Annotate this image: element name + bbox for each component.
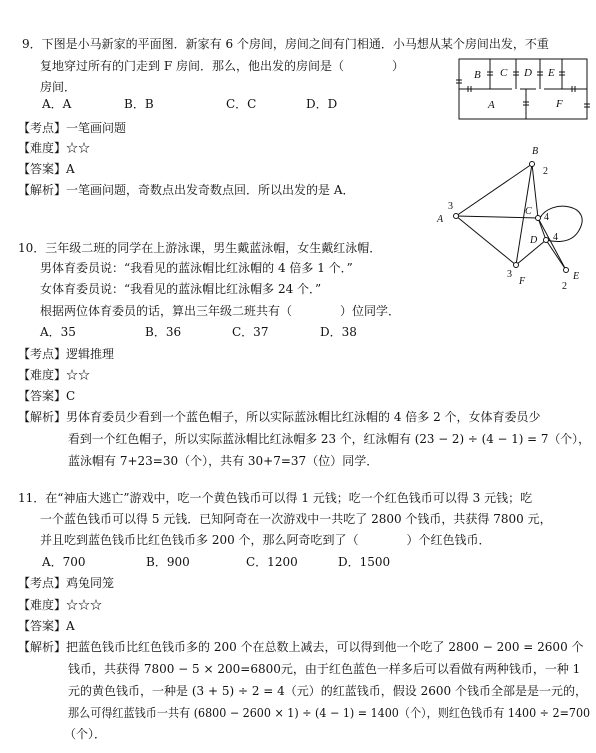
graph-degree-e: 2 bbox=[562, 281, 567, 292]
q9-option-c: C．C bbox=[226, 97, 257, 111]
q11-nandu: 【难度】☆☆☆ bbox=[18, 598, 103, 612]
q9-option-d: D．D bbox=[306, 97, 338, 111]
q9-option-a: A．A bbox=[42, 97, 72, 111]
q9-stem-line-1: 9．下图是小马新家的平面图．新家有 6 个房间，房间之间有门相通．小马想从某个房间出发，不重 bbox=[22, 37, 549, 51]
graph-node-f: F bbox=[519, 276, 526, 287]
floorplan-room-b: B bbox=[474, 69, 481, 81]
floorplan-room-d: D bbox=[524, 67, 532, 79]
q10-jiexi-line-3: 蓝泳帽有 7+23=30（个），共有 30+7=37（位）同学． bbox=[68, 454, 379, 468]
q9-nandu: 【难度】☆☆ bbox=[18, 141, 91, 155]
q11-jiexi-line-5: （个）． bbox=[64, 727, 107, 741]
q11-option-a: A．700 bbox=[42, 555, 86, 569]
q10-stem-line-3: 女体育委员说：“我看见的蓝泳帽比红泳帽多 24 个．” bbox=[40, 282, 322, 296]
floorplan-room-e: E bbox=[548, 67, 555, 79]
graph-node-d: D bbox=[530, 235, 538, 246]
q10-stem-line-4: 根据两位体育委员的话，算出三年级二班共有（ ）位同学． bbox=[40, 304, 401, 318]
floorplan-room-a: A bbox=[488, 99, 495, 111]
q9-jiexi: 【解析】一笔画问题，奇数点出发奇数点回．所以出发的是 A． bbox=[18, 183, 355, 197]
q11-option-c: C．1200 bbox=[246, 555, 298, 569]
q9-kaodian: 【考点】一笔画问题 bbox=[18, 121, 127, 135]
floorplan-room-f: F bbox=[556, 98, 563, 110]
q11-stem-line-3: 并且吃到蓝色钱币比红色钱币多 200 个，那么阿奇吃到了（ ）个红色钱币． bbox=[40, 533, 491, 547]
door-graph-diagram bbox=[428, 140, 596, 298]
q11-jiexi-line-2: 钱币，共获得 7800 − 5 × 200=6800元，由于红色蓝色一样多后可以看做有两种钱币，一种 1 bbox=[68, 662, 581, 676]
q11-daan: 【答案】A bbox=[18, 619, 75, 633]
floorplan-room-c: C bbox=[500, 67, 508, 79]
q11-option-d: D．1500 bbox=[338, 555, 391, 569]
graph-node-c: C bbox=[525, 206, 532, 217]
q9-option-b: B．B bbox=[124, 97, 154, 111]
q10-option-d: D．38 bbox=[320, 325, 357, 339]
q10-jiexi-line-2: 看到一个红色帽子，所以实际蓝泳帽比红泳帽多 23 个，红泳帽有 (23 − 2) ÷ (4 − 1) = 7（个）， bbox=[68, 432, 590, 446]
graph-degree-b: 2 bbox=[543, 166, 548, 177]
q10-nandu: 【难度】☆☆ bbox=[18, 368, 91, 382]
graph-degree-f: 3 bbox=[507, 269, 512, 280]
q11-stem-line-1: 11．在“神庙大逃亡”游戏中，吃一个黄色钱币可以得 1 元钱；吃一个红色钱币可以得 3 元钱；吃 bbox=[18, 491, 533, 505]
q11-option-b: B．900 bbox=[146, 555, 190, 569]
q9-stem-line-3: 房间． bbox=[40, 80, 77, 94]
q10-option-b: B．36 bbox=[145, 325, 182, 339]
graph-node-b: B bbox=[532, 146, 539, 157]
q11-jiexi-line-4: 那么可得红蓝钱币一共有 (6800 − 2600 × 1) ÷ (4 − 1) = 1400（个），则红色钱币有 1400 ÷ 2=700 bbox=[68, 706, 591, 720]
q11-kaodian: 【考点】鸡兔同笼 bbox=[18, 576, 115, 590]
floor-plan-diagram bbox=[456, 56, 592, 122]
q10-kaodian: 【考点】逻辑推理 bbox=[18, 347, 115, 361]
q10-jiexi-line-1: 【解析】男体育委员少看到一个蓝色帽子，所以实际蓝泳帽比红泳帽的 4 倍多 2 个，女体育委员少 bbox=[18, 410, 541, 424]
graph-node-e: E bbox=[573, 271, 580, 282]
q10-option-a: A．35 bbox=[40, 325, 76, 339]
q11-jiexi-line-3: 元的黄色钱币，一种是 (3 + 5) ÷ 2 = 4（元）的红蓝钱币，假设 2600 个钱币全部是是一元的， bbox=[68, 684, 587, 698]
q9-stem-line-2: 复地穿过所有的门走到 F 房间．那么，他出发的房间是（ ） bbox=[40, 59, 404, 73]
graph-degree-d: 4 bbox=[553, 232, 558, 243]
graph-degree-c: 4 bbox=[544, 212, 549, 223]
q11-stem-line-2: 一个蓝色钱币可以得 5 元钱．已知阿奇在一次游戏中一共吃了 2800 个钱币，共获得 7800 元， bbox=[40, 512, 552, 526]
q10-stem-line-2: 男体育委员说：“我看见的蓝泳帽比红泳帽的 4 倍多 1 个．” bbox=[40, 261, 353, 275]
q9-daan: 【答案】A bbox=[18, 162, 75, 176]
q10-stem-line-1: 10．三年级二班的同学在上游泳课，男生戴蓝泳帽，女生戴红泳帽． bbox=[18, 241, 382, 255]
q10-option-c: C．37 bbox=[232, 325, 269, 339]
graph-node-a: A bbox=[437, 214, 444, 225]
graph-degree-a: 3 bbox=[448, 201, 453, 212]
q11-jiexi-line-1: 【解析】把蓝色钱币比红色钱币多的 200 个在总数上减去，可以得到他一个吃了 2800 − 200 = 2600 个 bbox=[18, 640, 584, 654]
q10-daan: 【答案】C bbox=[18, 389, 76, 403]
